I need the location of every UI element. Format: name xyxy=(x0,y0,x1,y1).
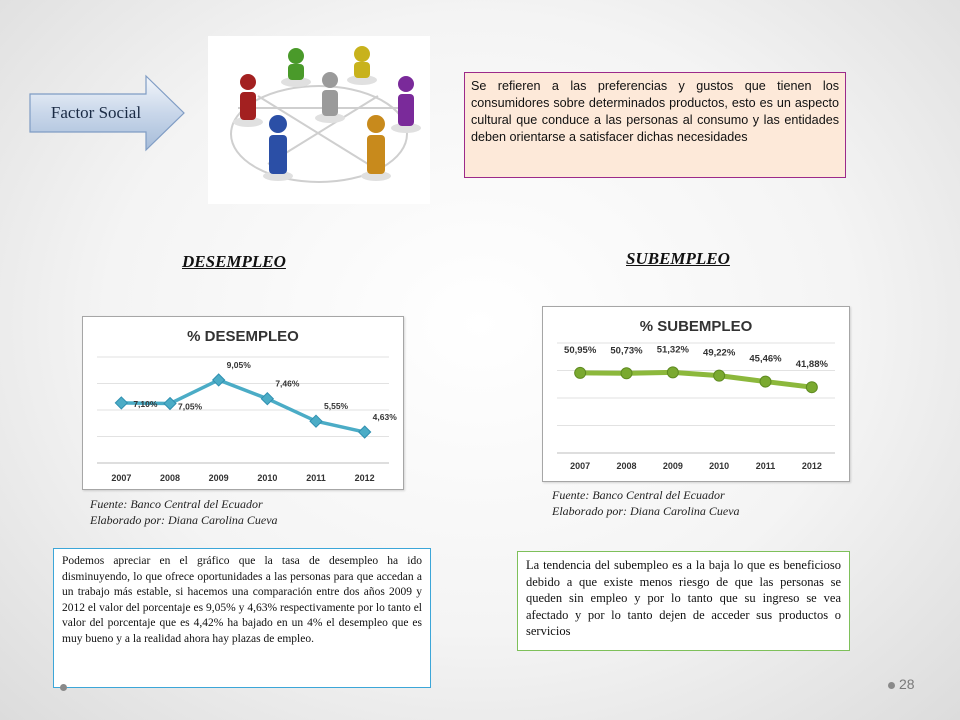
chart-data-label: 50,95% xyxy=(564,344,597,356)
chart-data-label: 51,32% xyxy=(656,344,689,356)
chart-tick-label: 2012 xyxy=(801,461,822,471)
chart-data-label: 7,10% xyxy=(133,398,158,409)
chart-point xyxy=(621,368,632,379)
desempleo-chart xyxy=(82,316,404,490)
subempleo-title: SUBEMPLEO xyxy=(626,249,730,268)
chart-tick-label: 2012 xyxy=(354,473,375,483)
chart-tick-label: 2010 xyxy=(709,461,730,471)
desempleo-source-line: Fuente: Banco Central del Ecuador xyxy=(90,497,263,511)
chart-tick-label: 2008 xyxy=(159,473,181,483)
footer-dot-left xyxy=(60,684,67,691)
footer-dot-right xyxy=(888,682,895,689)
subempleo-source xyxy=(552,487,740,519)
chart-tick-label: 2010 xyxy=(257,473,278,483)
chart-point xyxy=(714,370,725,381)
person-green-icon xyxy=(288,48,304,80)
chart-point xyxy=(115,397,127,409)
person-orange-icon xyxy=(367,115,385,174)
chart-series-line xyxy=(580,372,812,387)
chart-point xyxy=(760,376,771,387)
chart-tick-label: 2011 xyxy=(306,473,326,483)
chart-point xyxy=(310,415,322,427)
person-blue-icon xyxy=(269,115,287,174)
chart-data-label: 5,55% xyxy=(324,401,349,412)
person-gray-icon xyxy=(322,72,338,116)
chart-point xyxy=(164,398,176,410)
desempleo-author-line: Elaborado por: Diana Carolina Cueva xyxy=(90,513,278,527)
chart-data-label: 41,88% xyxy=(795,359,828,371)
person-purple-icon xyxy=(398,76,414,126)
chart-point xyxy=(261,393,273,405)
chart-tick-label: 2007 xyxy=(111,473,132,483)
desempleo-analysis-box: Podemos apreciar en el gráfico que la tasa de desempleo ha ido disminuyendo, lo que ofrece oportunidades a las personas para que accedan a un trabajo más estable, si hacemos una comparación entre dos años 2009 y 2012 el valor del porcentaje es 9,05% y 4,63% respectivamente por lo tanto el valor del porcentaje que es 4,42% ha bajado en un 4% el desempleo que es muy bueno y a la realidad ahora hay plazas de empleo. xyxy=(53,548,431,688)
person-yellow-icon xyxy=(354,46,370,78)
chart-data-label: 7,05% xyxy=(178,401,203,412)
desempleo-source xyxy=(90,496,278,528)
chart-data-label: 49,22% xyxy=(703,347,736,359)
chart-data-label: 9,05% xyxy=(226,359,251,370)
chart-data-label: 45,46% xyxy=(749,353,782,365)
social-description-box: Se refieren a las preferencias y gustos que tienen los consumidores sobre determinados productos, esto es un aspecto cultural que conduce a las personas al consumo y las entidades deben orientarse a satisfacer dichas necesidades xyxy=(464,72,846,178)
people-network-image xyxy=(208,36,430,204)
chart-title: % SUBEMPLEO xyxy=(639,318,753,335)
chart-tick-label: 2007 xyxy=(570,461,591,471)
chart-title: % DESEMPLEO xyxy=(187,328,299,345)
chart-data-label: 4,63% xyxy=(372,412,397,423)
chart-tick-label: 2009 xyxy=(662,461,683,471)
chart-point xyxy=(806,382,817,393)
chart-point xyxy=(575,367,586,378)
desempleo-title: DESEMPLEO xyxy=(182,252,286,271)
chart-point xyxy=(213,374,225,386)
factor-social-label: Factor Social xyxy=(50,103,142,122)
page-number: 28 xyxy=(899,676,915,692)
chart-data-label: 7,46% xyxy=(275,378,300,389)
subempleo-author-line: Elaborado por: Diana Carolina Cueva xyxy=(552,504,740,518)
chart-tick-label: 2009 xyxy=(208,473,229,483)
subempleo-analysis-box: La tendencia del subempleo es a la baja lo que es beneficioso debido a que existe menos riesgo de que las personas se queden sin empleo y por lo tanto que su ingreso se vea afectado y por lo tanto dejen de acceder sus productos o servicios xyxy=(517,551,850,651)
subempleo-source-line: Fuente: Banco Central del Ecuador xyxy=(552,488,725,502)
subempleo-chart xyxy=(542,306,850,482)
chart-point xyxy=(667,367,678,378)
person-red-icon xyxy=(240,74,256,120)
chart-data-label: 50,73% xyxy=(610,345,643,357)
chart-tick-label: 2011 xyxy=(755,461,776,471)
chart-tick-label: 2008 xyxy=(616,461,637,471)
